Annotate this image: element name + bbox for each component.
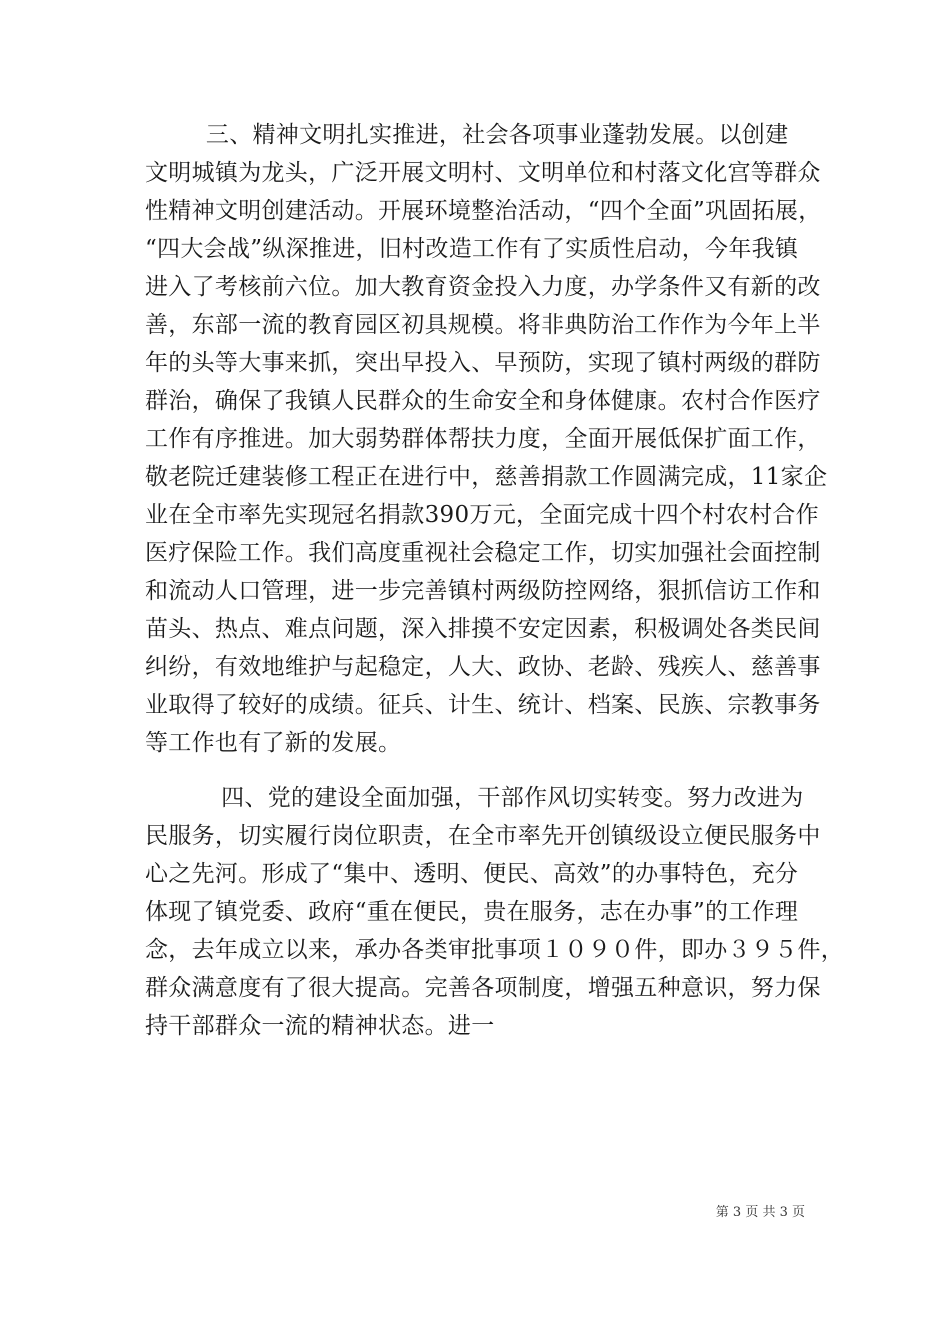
text-line: 念，去年成立以来，承办各类审批事项１０９０件，即办３９５件， bbox=[145, 937, 844, 963]
text-line: 群治，确保了我镇人民群众的生命安全和身体健康。农村合作医疗 bbox=[145, 388, 821, 414]
text-line: 民服务，切实履行岗位职责，在全市率先开创镇级设立便民服务中 bbox=[145, 823, 821, 849]
text-line: 和流动人口管理，进一步完善镇村两级防控网络，狠抓信访工作和 bbox=[145, 578, 821, 604]
text-line: 苗头、热点、难点问题，深入排摸不安定因素，积极调处各类民间 bbox=[145, 616, 821, 642]
text-line: “四大会战”纵深推进，旧村改造工作有了实质性启动，今年我镇 bbox=[145, 236, 799, 262]
text-line: 年的头等大事来抓，突出早投入、早预防，实现了镇村两级的群防 bbox=[145, 350, 821, 376]
paragraph-spacer bbox=[145, 762, 810, 779]
document-body bbox=[145, 116, 844, 1045]
text-line: 业取得了较好的成绩。征兵、计生、统计、档案、民族、宗教事务 bbox=[145, 692, 821, 718]
text-line: 心之先河。形成了“集中、透明、便民、高效”的办事特色，充分 bbox=[145, 861, 799, 887]
text-line: 等工作也有了新的发展。 bbox=[145, 730, 402, 756]
page-number-footer: 第 3 页 共 3 页 bbox=[715, 1205, 805, 1220]
text-line: 四、党的建设全面加强，干部作风切实转变。努力改进为 bbox=[145, 785, 804, 811]
text-line: 文明城镇为龙头，广泛开展文明村、文明单位和村落文化宫等群众 bbox=[145, 160, 821, 186]
paragraph-social-development bbox=[145, 116, 828, 762]
text-line: 敬老院迁建装修工程正在进行中，慈善捐款工作圆满完成，11家企 bbox=[145, 464, 828, 490]
text-line: 善，东部一流的教育园区初具规模。将非典防治工作作为今年上半 bbox=[145, 312, 821, 338]
text-line: 纠纷，有效地维护与起稳定，人大、政协、老龄、残疾人、慈善事 bbox=[145, 654, 821, 680]
paragraph-party-building bbox=[145, 779, 844, 1045]
text-line: 进入了考核前六位。加大教育资金投入力度，办学条件又有新的改 bbox=[145, 274, 821, 300]
text-line: 业在全市率先实现冠名捐款390万元，全面完成十四个村农村合作 bbox=[145, 502, 819, 528]
text-line: 医疗保险工作。我们高度重视社会稳定工作，切实加强社会面控制 bbox=[145, 540, 821, 566]
text-line: 三、精神文明扎实推进，社会各项事业蓬勃发展。以创建 bbox=[145, 122, 789, 148]
text-line: 群众满意度有了很大提高。完善各项制度，增强五种意识，努力保 bbox=[145, 975, 821, 1001]
text-line: 性精神文明创建活动。开展环境整治活动，“四个全面”巩固拓展， bbox=[145, 198, 822, 224]
text-line: 体现了镇党委、政府“重在便民，贵在服务，志在办事”的工作理 bbox=[145, 899, 799, 925]
text-line: 工作有序推进。加大弱势群体帮扶力度，全面开展低保扩面工作， bbox=[145, 426, 821, 452]
text-line: 持干部群众一流的精神状态。进一 bbox=[145, 1013, 495, 1039]
